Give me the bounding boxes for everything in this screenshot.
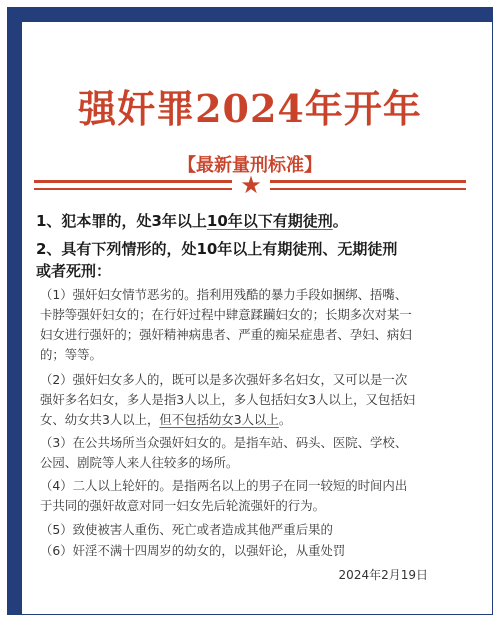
item-2-line-2: 强奸多名妇女，多人是指3人以上，多人包括妇女3人以上，又包括妇	[40, 392, 416, 407]
heading-2-line-1: 2、具有下列情形的，处10年以上有期徒刑、无期徒刑	[36, 240, 398, 258]
item-4-line-1: （4）二人以上轮奸的。是指两名以上的男子在同一较短的时间内出	[40, 478, 408, 493]
item-3	[40, 433, 460, 473]
divider-right-top	[270, 180, 466, 183]
item-1-line-1: （1）强奸妇女情节恶劣的。指利用残酷的暴力手段如捆绑、捂嘴、	[40, 287, 408, 302]
date-stamp: 2024年2月19日	[338, 568, 428, 582]
divider-right-bottom	[270, 188, 466, 190]
item-4	[40, 476, 460, 516]
item-3-line-2: 公园、剧院等人来人往较多的场所。	[40, 455, 239, 470]
item-4-line-2: 于共同的强奸故意对同一妇女先后轮流强奸的行为。	[40, 498, 325, 513]
subtitle: 【最新量刑标准】	[178, 155, 322, 176]
divider-left-top	[34, 180, 232, 183]
star-icon: ★	[240, 171, 262, 199]
item-1-line-3: 妇女进行强奸的；强奸精神病患者、严重的痴呆症患者、孕妇、病妇	[40, 327, 412, 342]
item-1	[40, 285, 460, 365]
heading-2-line-2: 或者死刑：	[36, 262, 112, 280]
item-2-line-1: （2）强奸妇女多人的，既可以是多次强奸多名妇女，又可以是一次	[40, 372, 408, 387]
heading-1-underlined: 10年以下有期徒刑	[206, 212, 333, 230]
item-6: （6）奸淫不满十四周岁的幼女的，以强奸论，从重处罚	[40, 543, 346, 558]
item-2-line-3-end: 。	[278, 412, 292, 427]
item-2	[40, 370, 460, 430]
item-2-underlined: 但不包括幼女3人以上	[159, 412, 279, 427]
item-2-line-3-text: 女、幼女共3人以上，	[40, 412, 160, 427]
item-1-line-2: 卡脖等强奸妇女的；在行奸过程中肆意蹂躏妇女的；长期多次对某一	[40, 307, 412, 322]
page-title: 强奸罪2024年开年	[78, 86, 422, 131]
item-3-line-1: （3）在公共场所当众强奸妇女的。是指车站、码头、医院、学校、	[40, 435, 408, 450]
item-2-line-3	[40, 410, 460, 430]
divider-left-bottom	[34, 188, 232, 190]
heading-1-text: 1、犯本罪的，处3年以上	[36, 212, 207, 230]
item-1-line-4: 的；等等。	[40, 347, 102, 362]
heading-1-end: 。	[332, 212, 348, 230]
heading-1	[36, 210, 348, 231]
item-5: （5）致使被害人重伤、死亡或者造成其他严重后果的	[40, 522, 333, 537]
